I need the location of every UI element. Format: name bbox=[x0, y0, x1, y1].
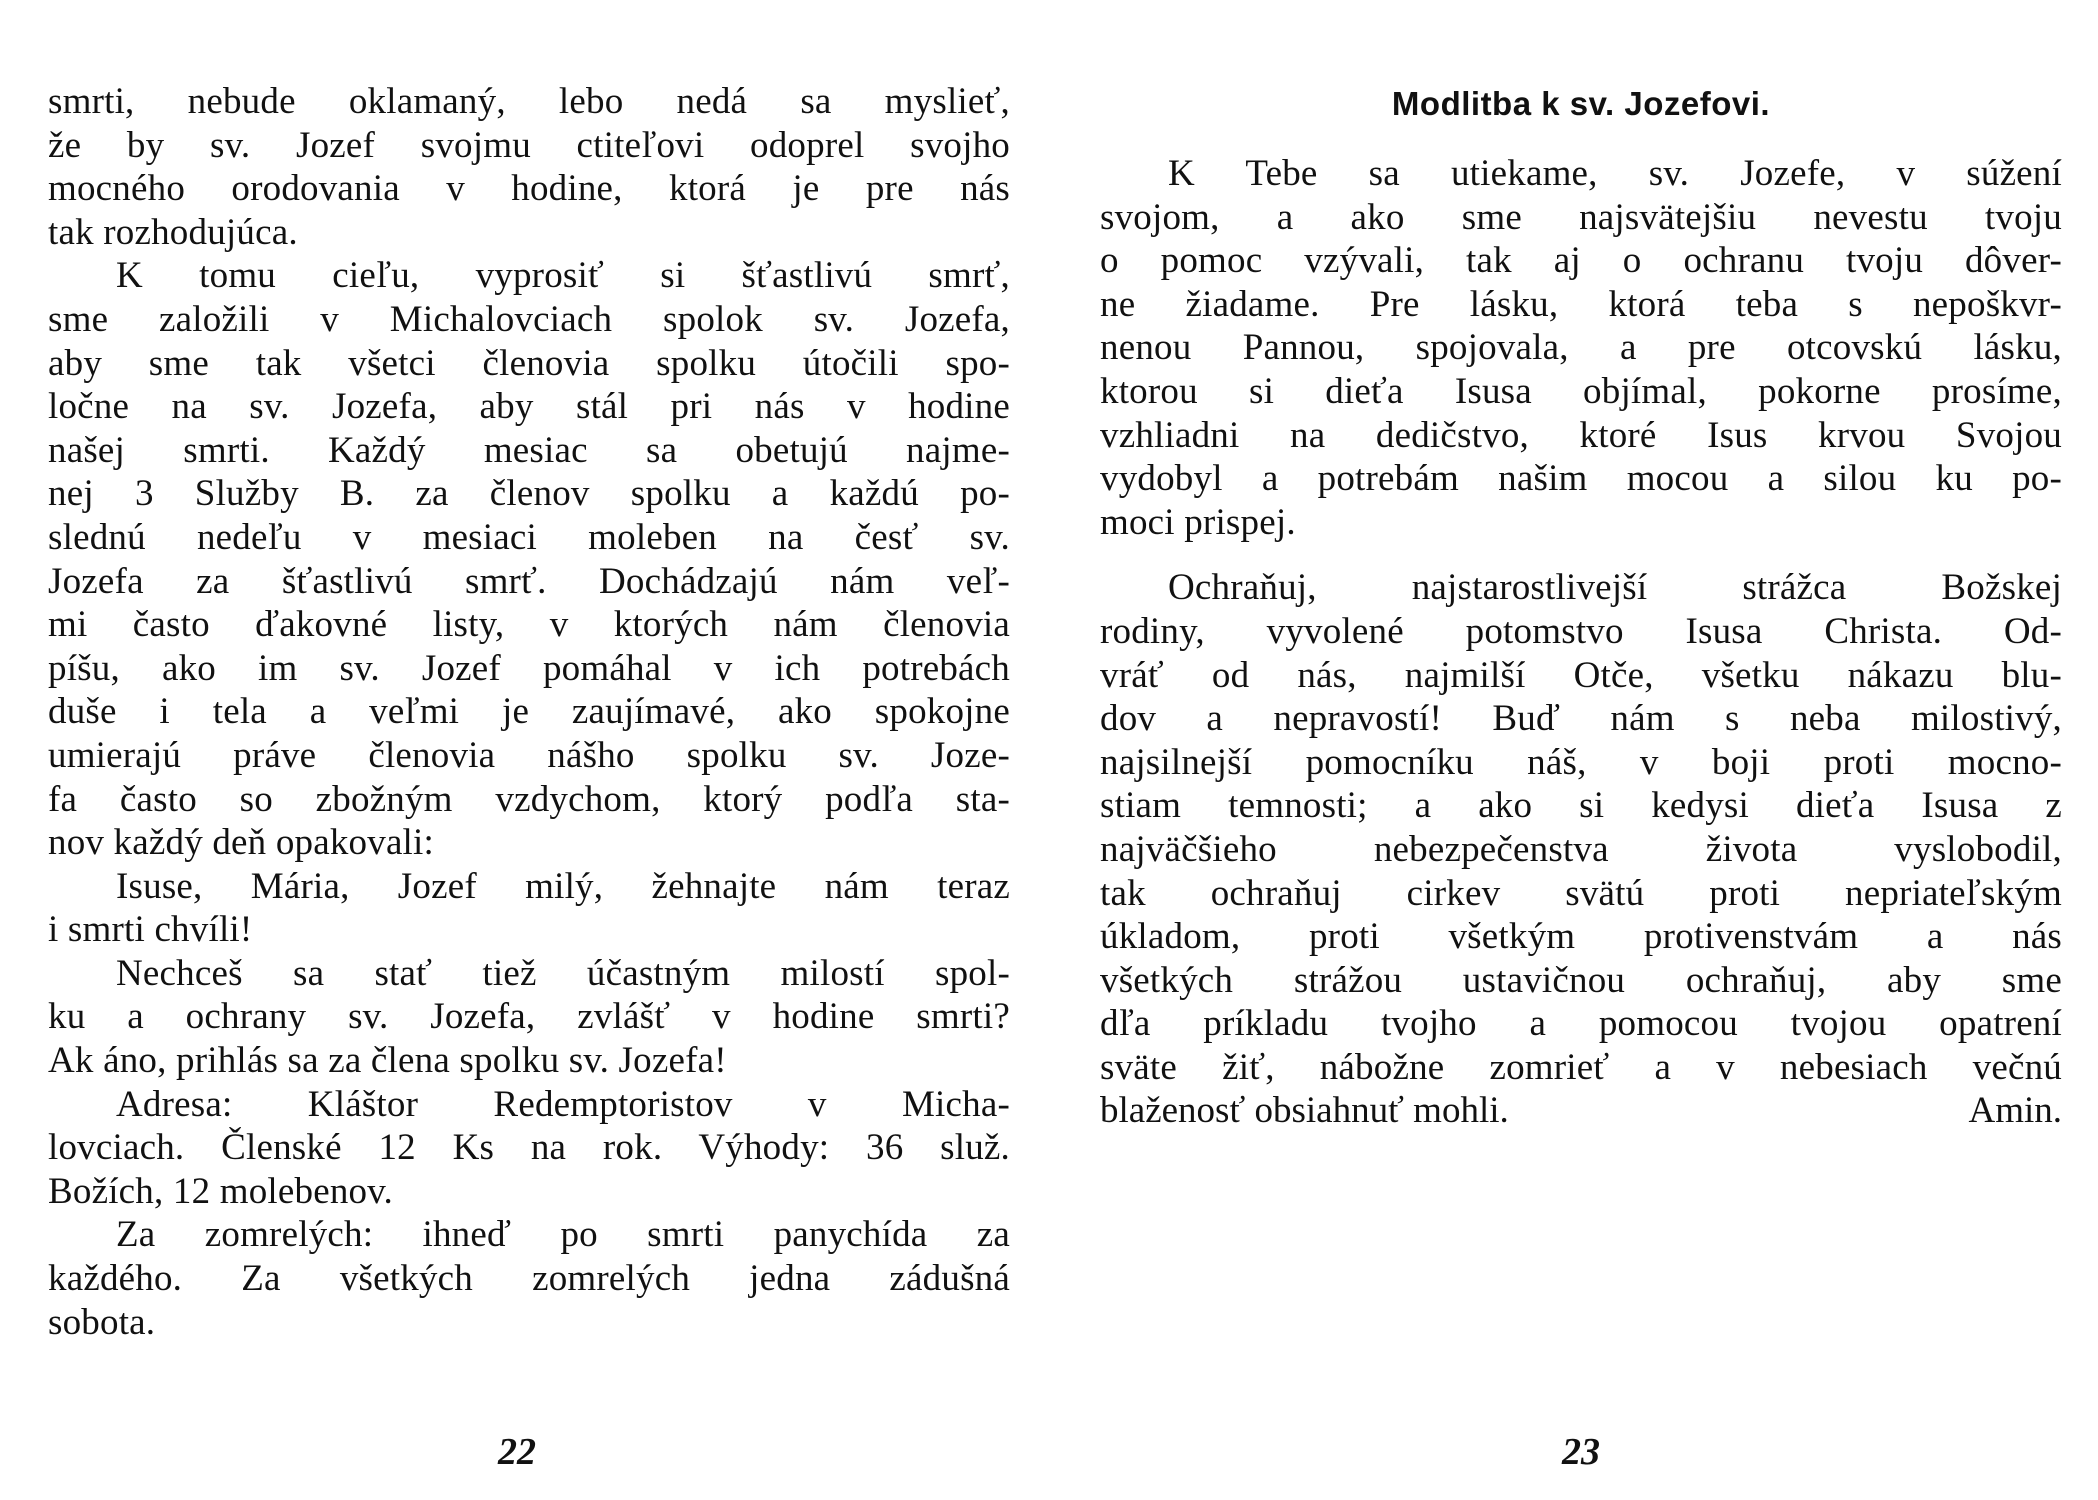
text-line: sobota. bbox=[48, 1301, 156, 1343]
text-line: vydobyl a potrebám našim mocou a silou ku po- bbox=[1100, 458, 2062, 500]
text-line: nov každý deň opakovali: bbox=[48, 822, 435, 864]
text-line: lovciach. Členské 12 Ks na rok. Výhody: 36 služ. bbox=[48, 1127, 1010, 1169]
text-line: K tomu cieľu, vyprosiť si šťastlivú smrť, bbox=[116, 255, 1010, 297]
page-number-right: 23 bbox=[1562, 1431, 1600, 1473]
text-line: Isuse, Mária, Jozef milý, žehnajte nám teraz bbox=[116, 865, 1010, 907]
paragraph bbox=[1100, 566, 2062, 1089]
text-line: že by sv. Jozef svojmu ctiteľovi odoprel svojho bbox=[48, 124, 1010, 166]
text-line: Ochraňuj, najstarostlivejší strážca Božskej bbox=[1168, 567, 2062, 609]
text-line: Adresa: Kláštor Redemptoristov v Micha- bbox=[116, 1083, 1010, 1125]
text-line: sme založili v Michalovciach spolok sv. Jozefa, bbox=[48, 298, 1010, 340]
text-line: ktorou si dieťa Isusa objímal, pokorne prosíme, bbox=[1100, 370, 2062, 412]
text-line: vzhliadni na dedičstvo, ktoré Isus krvou Svojou bbox=[1100, 414, 2062, 456]
text-line: smrti, nebude oklamaný, lebo nedá sa myslieť, bbox=[48, 81, 1010, 122]
text-line: tak rozhodujúca. bbox=[48, 211, 298, 253]
paragraph bbox=[48, 1213, 1010, 1344]
text-line: ku a ochrany sv. Jozefa, zvlášť v hodine smrti? bbox=[48, 996, 1010, 1038]
text-line: fa často so zbožným vzdychom, ktorý podľa sta- bbox=[48, 778, 1010, 820]
text-line: aby sme tak všetci členovia spolku útočili spo- bbox=[48, 342, 1010, 384]
text-line: rodiny, vyvolené potomstvo Isusa Christa. Od- bbox=[1100, 610, 2062, 652]
text-line: ne žiadame. Pre lásku, ktorá teba s nepoškvr- bbox=[1100, 283, 2062, 325]
text-line: úkladom, proti všetkým protivenstvám a nás bbox=[1100, 916, 2062, 958]
text-line: vráť od nás, najmilší Otče, všetku nákazu blu- bbox=[1100, 654, 2062, 696]
paragraph bbox=[48, 254, 1010, 864]
text-line: našej smrti. Každý mesiac sa obetujú najme- bbox=[48, 429, 1010, 471]
text-line: najsilnejší pomocníku náš, v boji proti mocno- bbox=[1100, 741, 2062, 783]
text-line: Božích, 12 molebenov. bbox=[48, 1170, 394, 1212]
left-page bbox=[48, 0, 1010, 1500]
text-line: všetkých strážou ustavičnou ochraňuj, aby sme bbox=[1100, 959, 2062, 1001]
text-line: píšu, ako im sv. Jozef pomáhal v ich potrebách bbox=[48, 647, 1010, 689]
text-line: nej 3 Služby B. za členov spolku a každú po- bbox=[48, 473, 1010, 515]
text-line: Jozefa za šťastlivú smrť. Dochádzajú nám veľ- bbox=[48, 560, 1010, 602]
prayer-heading: Modlitba k sv. Jozefovi. bbox=[1391, 85, 1771, 122]
paragraph bbox=[1100, 152, 2062, 544]
text-line: každého. Za všetkých zomrelých jedna zádušná bbox=[48, 1258, 1010, 1300]
right-page-text bbox=[1100, 82, 2062, 1133]
text-line: najväčšieho nebezpečenstva života vyslobodil, bbox=[1100, 828, 2062, 870]
text-line: moci prispej. bbox=[1100, 501, 1296, 543]
text-line: i smrti chvíli! bbox=[48, 909, 253, 951]
text-line: sväte žiť, nábožne zomrieť a v nebesiach večnú bbox=[1100, 1046, 2062, 1088]
paragraph-gap bbox=[1100, 544, 2062, 566]
paragraph bbox=[48, 865, 1010, 952]
text-line: slednú nedeľu v mesiaci moleben na česť sv. bbox=[48, 516, 1010, 558]
paragraph bbox=[48, 1083, 1010, 1214]
page-number-left: 22 bbox=[498, 1431, 536, 1473]
text-line: mi často ďakovné listy, v ktorých nám členovia bbox=[48, 604, 1010, 646]
left-page-text bbox=[48, 80, 1010, 1344]
right-page bbox=[1100, 0, 2062, 1500]
text-line: o pomoc vzývali, tak aj o ochranu tvoju dôver- bbox=[1100, 240, 2062, 282]
text-line: Nechceš sa stať tiež účastným milostí spol- bbox=[116, 952, 1010, 994]
text-line: dov a nepravostí! Buď nám s neba milostivý, bbox=[1100, 698, 2062, 740]
paragraph bbox=[48, 80, 1010, 254]
text-line: svojom, a ako sme najsvätejšiu nevestu tvoju bbox=[1100, 196, 2062, 238]
text-line: Za zomrelých: ihneď po smrti panychída za bbox=[116, 1214, 1010, 1256]
text-line: K Tebe sa utiekame, sv. Jozefe, v súžení bbox=[1168, 153, 2062, 194]
paragraph bbox=[48, 952, 1010, 1083]
text-line: dľa príkladu tvojho a pomocou tvojou opatrení bbox=[1100, 1003, 2062, 1045]
text-line: duše i tela a veľmi je zaujímavé, ako spokojne bbox=[48, 691, 1010, 733]
text-line: ločne na sv. Jozefa, aby stál pri nás v hodine bbox=[48, 386, 1010, 428]
text-line: tak ochraňuj cirkev svätú proti nepriateľským bbox=[1100, 872, 2062, 914]
text-line: Ak áno, prihlás sa za člena spolku sv. Jozefa! bbox=[48, 1040, 727, 1082]
closing-line-row bbox=[1100, 1089, 2062, 1133]
closing-line: blaženosť obsiahnuť mohli. bbox=[1100, 1090, 1509, 1132]
text-line: umierajú práve členovia nášho spolku sv. Joze- bbox=[48, 734, 1010, 776]
text-line: mocného orodovania v hodine, ktorá je pre nás bbox=[48, 168, 1010, 210]
text-line: stiam temnosti; a ako si kedysi dieťa Isusa z bbox=[1100, 785, 2062, 827]
text-line: nenou Pannou, spojovala, a pre otcovskú lásku, bbox=[1100, 327, 2062, 369]
prayer-body bbox=[1100, 152, 2062, 1089]
closing-amen: Amin. bbox=[1968, 1090, 2062, 1132]
